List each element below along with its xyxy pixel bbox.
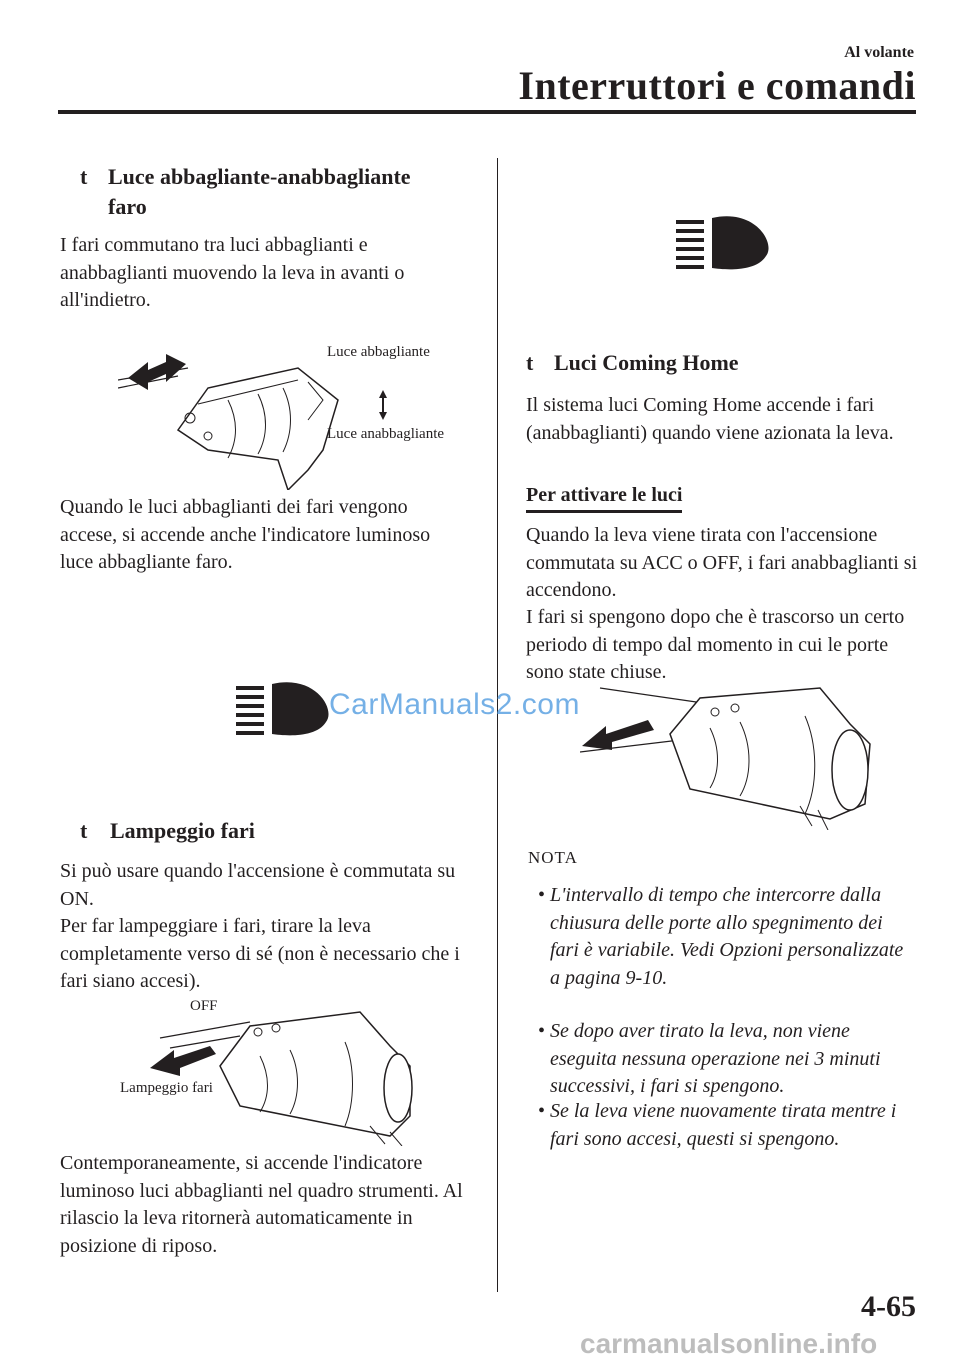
pull-arrow-icon [150, 1046, 216, 1076]
header-section: Al volante [844, 44, 914, 61]
figure-coming-home-lever [580, 684, 880, 830]
high-beam-indicator-icon [676, 214, 772, 272]
column-divider [497, 158, 498, 1292]
bullet: • [538, 1020, 546, 1042]
note-title: NOTA [528, 848, 578, 867]
paragraph-activate: Quando la leva viene tirata con l'accensione commutata su ACC o OFF, i fari anabbaglianti si accendono. [526, 524, 918, 601]
label-high-beam: Luce abbagliante [327, 344, 430, 360]
note-item [538, 1098, 910, 1153]
watermark-carmanuals[interactable]: CarManuals2.com [329, 688, 580, 721]
note-text: Se la leva viene nuovamente tirata mentre i fari sono accesi, questi si spengono. [550, 1100, 897, 1150]
paragraph-flash-usage: Si può usare quando l'accensione è commutata su ON. [60, 860, 456, 910]
heading-marker: t [80, 164, 88, 189]
label-flash: Lampeggio fari [120, 1080, 213, 1096]
watermark-online[interactable]: carmanualsonline.info [580, 1328, 878, 1359]
header-chapter: Interruttori e comandi [518, 63, 916, 108]
heading-high-low-beam [80, 162, 460, 222]
header-rule [58, 110, 916, 114]
note-item [538, 1018, 910, 1101]
heading-marker: t [80, 818, 88, 843]
note-text: Se dopo aver tirato la leva, non viene eseguita nessuna operazione nei 3 minuti successivi, i fari si spengono. [550, 1020, 881, 1097]
heading-marker: t [526, 350, 534, 375]
page-number: 4-65 [861, 1290, 916, 1323]
heading-title: Luce abbagliante-anabbagliante faro [108, 164, 411, 219]
heading-coming-home [526, 348, 906, 378]
label-low-beam: Luce anabbagliante [327, 426, 445, 442]
heading-title: Lampeggio fari [110, 818, 255, 843]
subheading-activate: Per attivare le luci [526, 484, 682, 513]
bullet: • [538, 884, 546, 906]
paragraph-coming-home: Il sistema luci Coming Home accende i fari (anabbaglianti) quando viene azionata la leva. [526, 394, 894, 444]
note-item [538, 882, 910, 992]
paragraph-auto-off: I fari si spengono dopo che è trascorso un certo periodo di tempo dal momento in cui le porte sono state chiuse. [526, 606, 905, 683]
paragraph-flash-indicator: Contemporaneamente, si accende l'indicatore luminoso luci abbaglianti nel quadro strumenti. Al rilascio la leva ritornerà automaticamente in posizione di riposo. [60, 1152, 463, 1257]
paragraph-beam-switch: I fari commutano tra luci abbaglianti e anabbaglianti muovendo la leva in avanti o all'indietro. [60, 234, 405, 311]
label-off: OFF [190, 998, 218, 1014]
pull-arrow-icon [582, 720, 654, 750]
bullet: • [538, 1100, 546, 1122]
high-beam-indicator-icon [236, 680, 332, 738]
figure-flash-lever [140, 1006, 440, 1146]
heading-flash [80, 816, 460, 846]
note-text: L'intervallo di tempo che intercorre dalla chiusura delle porte allo spegnimento dei fari è variabile. Vedi Opzioni personalizzate a pagina 9-10. [550, 884, 904, 989]
paragraph-high-beam-indicator: Quando le luci abbaglianti dei fari vengono accese, si accende anche l'indicatore luminoso luce abbagliante faro. [60, 496, 431, 573]
paragraph-flash-instructions: Per far lampeggiare i fari, tirare la leva completamente verso di sé (non è necessario che i fari siano accesi). [60, 915, 460, 992]
heading-title: Luci Coming Home [554, 350, 739, 375]
figure-high-low-beam-lever [118, 340, 448, 490]
